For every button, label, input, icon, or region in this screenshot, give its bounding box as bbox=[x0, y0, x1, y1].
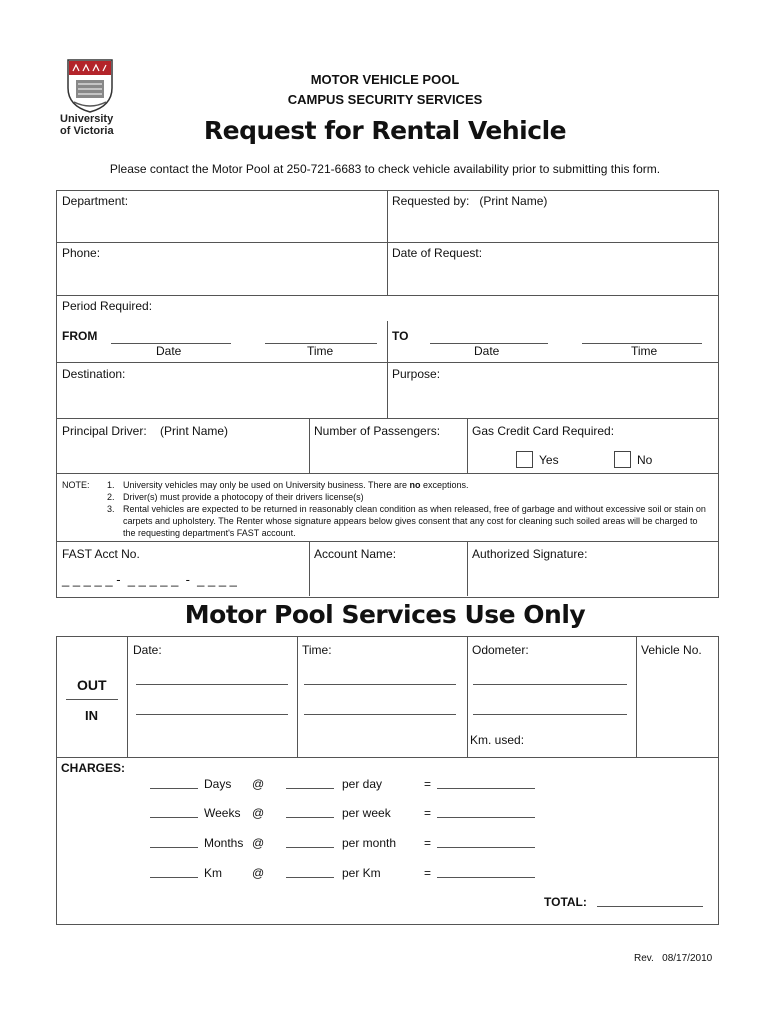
km-amount-field[interactable] bbox=[437, 877, 535, 878]
to-date-caption: Date bbox=[474, 344, 500, 358]
weeks-rate-field[interactable] bbox=[286, 817, 334, 818]
in-odometer-field[interactable] bbox=[473, 714, 627, 715]
days-rate-field[interactable] bbox=[286, 788, 334, 789]
requested-by-label: Requested by: (Print Name) bbox=[392, 194, 548, 208]
in-date-field[interactable] bbox=[136, 714, 288, 715]
fast-acct-label: FAST Acct No. bbox=[62, 547, 140, 561]
department-label: Department: bbox=[62, 194, 129, 208]
note-3-text: Rental vehicles are expected to be returned in reasonably clean condition as when released, free of garbage and without excessive soil or stain on carpets and upholstery. The Renter whose signature appears below gives consent that any cost for cleaning such soiled areas will be charged to the requesting department's FAST account. bbox=[123, 504, 706, 538]
weeks-amount-field[interactable] bbox=[437, 817, 535, 818]
charge-at: @ bbox=[252, 777, 265, 791]
form-title: Request for Rental Vehicle bbox=[203, 116, 567, 145]
date-of-request-label: Date of Request: bbox=[392, 246, 483, 260]
charges-label: CHARGES: bbox=[61, 761, 126, 775]
charge-per: per Km bbox=[342, 866, 381, 880]
university-name: University of Victoria bbox=[60, 113, 114, 137]
charge-equals: = bbox=[424, 806, 432, 820]
note-2-number: 2. bbox=[107, 492, 115, 502]
gas-card-yes-label: Yes bbox=[539, 453, 559, 467]
principal-driver-label: Principal Driver: (Print Name) bbox=[62, 424, 229, 438]
fast-acct-field[interactable]: _ _ _ _ _ - _ _ _ _ _ - _ _ _ _ bbox=[62, 572, 237, 587]
charge-unit: Weeks bbox=[204, 806, 241, 820]
services-date-label: Date: bbox=[133, 643, 162, 657]
out-date-field[interactable] bbox=[136, 684, 288, 685]
km-rate-field[interactable] bbox=[286, 877, 334, 878]
months-qty-field[interactable] bbox=[150, 847, 198, 848]
period-required-label: Period Required: bbox=[62, 299, 153, 313]
revision-date: Rev. 08/17/2010 bbox=[634, 953, 713, 964]
note-1-number: 1. bbox=[107, 480, 115, 490]
charge-unit: Km bbox=[204, 866, 222, 880]
charge-equals: = bbox=[424, 866, 432, 880]
services-section-title: Motor Pool Services Use Only bbox=[184, 600, 586, 629]
months-amount-field[interactable] bbox=[437, 847, 535, 848]
purpose-label: Purpose: bbox=[392, 367, 441, 381]
gas-card-no-label: No bbox=[637, 453, 653, 467]
to-label: TO bbox=[392, 329, 409, 343]
note-3-number: 3. bbox=[107, 504, 115, 514]
in-label: IN bbox=[85, 708, 98, 723]
charge-per: per day bbox=[342, 777, 383, 791]
services-odometer-label: Odometer: bbox=[472, 643, 529, 657]
number-of-passengers-label: Number of Passengers: bbox=[314, 424, 441, 438]
services-table bbox=[56, 636, 719, 925]
weeks-qty-field[interactable] bbox=[150, 817, 198, 818]
days-amount-field[interactable] bbox=[437, 788, 535, 789]
charge-at: @ bbox=[252, 836, 265, 850]
services-time-label: Time: bbox=[302, 643, 332, 657]
out-label: OUT bbox=[77, 677, 107, 693]
from-time-caption: Time bbox=[307, 344, 334, 358]
total-label: TOTAL: bbox=[544, 895, 587, 909]
from-date-caption: Date bbox=[156, 344, 182, 358]
department-heading: MOTOR VEHICLE POOL bbox=[310, 72, 460, 87]
charge-per: per month bbox=[342, 836, 397, 850]
account-name-label: Account Name: bbox=[314, 547, 397, 561]
authorized-signature-label: Authorized Signature: bbox=[472, 547, 588, 561]
note-2-text: Driver(s) must provide a photocopy of their drivers license(s) bbox=[123, 492, 364, 502]
charge-at: @ bbox=[252, 866, 265, 880]
days-qty-field[interactable] bbox=[150, 788, 198, 789]
note-1-text: University vehicles may only be used on University business. There are no exceptions. bbox=[123, 480, 469, 490]
note-label: NOTE: bbox=[62, 480, 90, 490]
km-used-label: Km. used: bbox=[470, 733, 525, 747]
destination-label: Destination: bbox=[62, 367, 126, 381]
total-field[interactable] bbox=[597, 906, 703, 907]
in-time-field[interactable] bbox=[304, 714, 456, 715]
out-odometer-field[interactable] bbox=[473, 684, 627, 685]
services-vehicle-no-label: Vehicle No. bbox=[641, 643, 702, 657]
months-rate-field[interactable] bbox=[286, 847, 334, 848]
phone-label: Phone: bbox=[62, 246, 101, 260]
gas-credit-card-label: Gas Credit Card Required: bbox=[472, 424, 615, 438]
charge-equals: = bbox=[424, 836, 432, 850]
gas-card-yes-checkbox[interactable] bbox=[516, 451, 533, 468]
to-time-caption: Time bbox=[631, 344, 658, 358]
from-label: FROM bbox=[62, 329, 98, 343]
gas-card-no-checkbox[interactable] bbox=[614, 451, 631, 468]
contact-instructions: Please contact the Motor Pool at 250-721-6683 to check vehicle availability prior to submitting this form. bbox=[109, 162, 661, 176]
charge-per: per week bbox=[342, 806, 391, 820]
out-time-field[interactable] bbox=[304, 684, 456, 685]
department-subheading: CAMPUS SECURITY SERVICES bbox=[287, 92, 483, 107]
charge-at: @ bbox=[252, 806, 265, 820]
charge-equals: = bbox=[424, 777, 432, 791]
km-qty-field[interactable] bbox=[150, 877, 198, 878]
charge-unit: Months bbox=[204, 836, 244, 850]
charge-unit: Days bbox=[204, 777, 232, 791]
